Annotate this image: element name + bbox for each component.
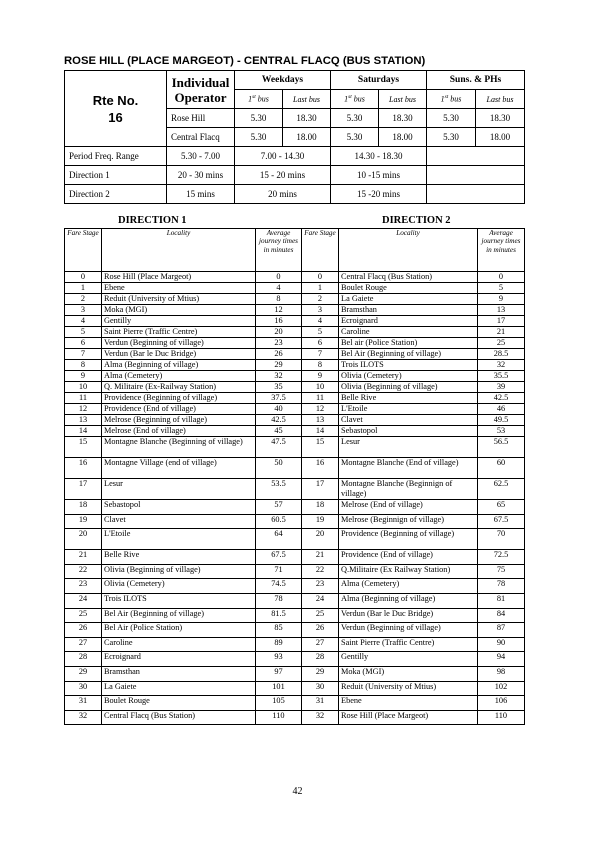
stop-row — [65, 593, 525, 608]
fare-stage-cell: 8 — [65, 360, 102, 371]
stop-row — [65, 500, 525, 515]
avg-time-cell: 75 — [478, 564, 525, 579]
avg-time-cell: 32 — [256, 371, 302, 382]
avg-time-cell: 56.5 — [478, 437, 525, 458]
avg-time-cell: 42.5 — [478, 393, 525, 404]
avg-time-cell: 39 — [478, 382, 525, 393]
locality-cell: Olivia (Beginning of village) — [102, 564, 256, 579]
locality-cell: Boulet Rouge — [102, 696, 256, 711]
stop-row — [65, 696, 525, 711]
fare-stage-cell: 16 — [65, 458, 102, 479]
time-cell: 5.30 — [235, 109, 283, 128]
freq-cell — [427, 147, 525, 166]
locality-cell: Q. Militaire (Ex-Railway Station) — [102, 382, 256, 393]
fare-stage-cell: 3 — [65, 305, 102, 316]
locality-cell: La Gaiete — [102, 681, 256, 696]
fare-stage-cell: 9 — [65, 371, 102, 382]
stop-row — [65, 529, 525, 550]
fare-stage-cell: 17 — [65, 479, 102, 500]
fare-stage-cell: 19 — [302, 514, 339, 529]
locality-header: Locality — [102, 229, 256, 272]
avg-time-cell: 4 — [256, 283, 302, 294]
stop-row — [65, 652, 525, 667]
fare-stage-cell: 4 — [65, 316, 102, 327]
freq-label: Period Freq. Range — [65, 147, 167, 166]
first-bus-header — [235, 90, 283, 109]
fare-stage-cell: 19 — [65, 514, 102, 529]
direction1-cell: 10 -15 mins — [331, 166, 427, 185]
avg-time-cell: 37.5 — [256, 393, 302, 404]
locality-cell: Verdun (Beginning of village) — [102, 338, 256, 349]
locality-cell: Olivia (Cemetery) — [339, 371, 478, 382]
locality-cell: Central Flacq (Bus Station) — [102, 710, 256, 725]
fare-stage-cell: 28 — [302, 652, 339, 667]
first-bus-number: 1 — [344, 94, 349, 104]
locality-cell: Ebene — [339, 696, 478, 711]
avg-time-cell: 93 — [256, 652, 302, 667]
fare-stage-cell: 30 — [65, 681, 102, 696]
avg-time-cell: 89 — [256, 637, 302, 652]
time-cell: 18.30 — [379, 109, 427, 128]
fare-stage-cell: 1 — [302, 283, 339, 294]
time-cell: 5.30 — [331, 128, 379, 147]
stop-row — [65, 479, 525, 500]
locality-cell: Providence (End of village) — [102, 404, 256, 415]
time-cell: 18.30 — [476, 109, 525, 128]
avg-time-cell: 98 — [478, 666, 525, 681]
fare-stage-cell: 21 — [65, 550, 102, 565]
locality-cell: Caroline — [339, 327, 478, 338]
route-number-cell — [65, 71, 167, 147]
avg-time-cell: 72.5 — [478, 550, 525, 565]
locality-cell: Ecroignard — [102, 652, 256, 667]
sundays-header: Suns. & PHs — [427, 71, 525, 90]
locality-cell: L'Etoile — [339, 404, 478, 415]
stop-row — [65, 564, 525, 579]
stop-row — [65, 338, 525, 349]
time-cell: 5.30 — [235, 128, 283, 147]
fare-stage-cell: 31 — [302, 696, 339, 711]
locality-cell: Rose Hill (Place Margeot) — [339, 710, 478, 725]
avg-time-header: Average journey times in minutes — [256, 229, 302, 272]
avg-time-cell: 78 — [478, 579, 525, 594]
avg-time-cell: 90 — [478, 637, 525, 652]
first-bus-suffix: st — [348, 94, 352, 101]
stop-row — [65, 637, 525, 652]
fare-stage-cell: 24 — [65, 593, 102, 608]
avg-time-cell: 35.5 — [478, 371, 525, 382]
locality-cell: Montagne Village (end of village) — [102, 458, 256, 479]
fare-stage-cell: 4 — [302, 316, 339, 327]
avg-time-cell: 101 — [256, 681, 302, 696]
locality-cell: Bramsthan — [339, 305, 478, 316]
fare-stage-cell: 14 — [302, 426, 339, 437]
fare-stage-cell: 27 — [65, 637, 102, 652]
time-cell: 5.30 — [427, 109, 476, 128]
direction1-title: DIRECTION 1 — [118, 215, 187, 226]
route-label: Rte No. — [92, 92, 139, 108]
direction2-cell: 15 mins — [167, 185, 235, 204]
stops-table — [64, 228, 525, 725]
fare-stage-cell: 29 — [65, 666, 102, 681]
fare-stage-cell: 2 — [302, 294, 339, 305]
stop-row — [65, 305, 525, 316]
stop-row — [65, 404, 525, 415]
stop-row — [65, 623, 525, 638]
locality-cell: Melrose (End of village) — [339, 500, 478, 515]
time-cell: 5.30 — [427, 128, 476, 147]
stop-row — [65, 514, 525, 529]
locality-cell: Bramsthan — [102, 666, 256, 681]
first-bus-text: bus — [255, 94, 269, 104]
avg-time-cell: 20 — [256, 327, 302, 338]
first-bus-suffix: st — [252, 94, 256, 101]
fare-stage-cell: 3 — [302, 305, 339, 316]
time-cell: 18.00 — [379, 128, 427, 147]
avg-time-cell: 87 — [478, 623, 525, 638]
avg-time-cell: 32 — [478, 360, 525, 371]
stop-row — [65, 327, 525, 338]
operator-header: Individual Operator — [167, 71, 235, 109]
fare-stage-cell: 18 — [302, 500, 339, 515]
freq-cell: 7.00 - 14.30 — [235, 147, 331, 166]
avg-time-cell: 16 — [256, 316, 302, 327]
locality-cell: Melrose (End of village) — [102, 426, 256, 437]
fare-stage-cell: 13 — [302, 415, 339, 426]
fare-stage-cell: 31 — [65, 696, 102, 711]
fare-stage-cell: 6 — [65, 338, 102, 349]
avg-time-cell: 0 — [478, 272, 525, 283]
fare-stage-cell: 11 — [65, 393, 102, 404]
locality-cell: Bel Air (Beginning of village) — [339, 349, 478, 360]
locality-cell: Moka (MGI) — [339, 666, 478, 681]
avg-time-cell: 23 — [256, 338, 302, 349]
direction1-cell: 15 - 20 mins — [235, 166, 331, 185]
stop-row — [65, 550, 525, 565]
freq-cell: 14.30 - 18.30 — [331, 147, 427, 166]
fare-stage-cell: 20 — [65, 529, 102, 550]
fare-stage-cell: 21 — [302, 550, 339, 565]
direction2-cell — [427, 185, 525, 204]
avg-time-cell: 78 — [256, 593, 302, 608]
locality-cell: Clavet — [339, 415, 478, 426]
weekdays-header: Weekdays — [235, 71, 331, 90]
fare-stage-cell: 22 — [302, 564, 339, 579]
locality-cell: Alma (Beginning of village) — [102, 360, 256, 371]
locality-cell: Saint Pierre (Traffic Centre) — [102, 327, 256, 338]
direction1-cell — [427, 166, 525, 185]
locality-cell: Lesur — [339, 437, 478, 458]
stop-row — [65, 437, 525, 458]
avg-time-cell: 28.5 — [478, 349, 525, 360]
origin-cell: Rose Hill — [167, 109, 235, 128]
avg-time-cell: 47.5 — [256, 437, 302, 458]
fare-stage-cell: 10 — [302, 382, 339, 393]
locality-cell: Alma (Cemetery) — [102, 371, 256, 382]
locality-cell: Q.Militaire (Ex Railway Station) — [339, 564, 478, 579]
stop-row — [65, 283, 525, 294]
avg-time-cell: 40 — [256, 404, 302, 415]
stops-header-row — [65, 229, 525, 272]
locality-cell: Alma (Cemetery) — [339, 579, 478, 594]
locality-cell: Bel air (Police Station) — [339, 338, 478, 349]
avg-time-cell: 67.5 — [256, 550, 302, 565]
fare-stage-cell: 27 — [302, 637, 339, 652]
avg-time-cell: 71 — [256, 564, 302, 579]
locality-cell: Ecroignard — [339, 316, 478, 327]
locality-cell: Montagne Blanche (Beginning of village) — [102, 437, 256, 458]
fare-stage-cell: 25 — [302, 608, 339, 623]
avg-time-cell: 12 — [256, 305, 302, 316]
first-bus-number: 1 — [248, 94, 253, 104]
avg-time-cell: 25 — [478, 338, 525, 349]
avg-time-cell: 45 — [256, 426, 302, 437]
locality-cell: Belle Rive — [339, 393, 478, 404]
locality-cell: Olivia (Beginning of village) — [339, 382, 478, 393]
fare-stage-cell: 11 — [302, 393, 339, 404]
locality-cell: Central Flacq (Bus Station) — [339, 272, 478, 283]
stop-row — [65, 382, 525, 393]
stop-row — [65, 458, 525, 479]
avg-time-cell: 0 — [256, 272, 302, 283]
locality-cell: Boulet Rouge — [339, 283, 478, 294]
locality-cell: Lesur — [102, 479, 256, 500]
fare-stage-cell: 9 — [302, 371, 339, 382]
avg-time-cell: 84 — [478, 608, 525, 623]
fare-stage-cell: 0 — [65, 272, 102, 283]
fare-stage-cell: 7 — [302, 349, 339, 360]
direction1-label: Direction 1 — [65, 166, 167, 185]
stop-row — [65, 666, 525, 681]
avg-time-cell: 57 — [256, 500, 302, 515]
stop-row — [65, 710, 525, 725]
avg-time-cell: 17 — [478, 316, 525, 327]
schedule-table — [64, 70, 525, 204]
stop-row — [65, 393, 525, 404]
route-number: 16 — [108, 109, 123, 125]
locality-cell: Reduit (University of Mtius) — [102, 294, 256, 305]
fare-stage-cell: 1 — [65, 283, 102, 294]
avg-time-cell: 53.5 — [256, 479, 302, 500]
avg-time-cell: 21 — [478, 327, 525, 338]
avg-time-cell: 70 — [478, 529, 525, 550]
avg-time-cell: 62.5 — [478, 479, 525, 500]
avg-time-cell: 13 — [478, 305, 525, 316]
locality-cell: Bel Air (Police Station) — [102, 623, 256, 638]
fare-stage-cell: 23 — [302, 579, 339, 594]
fare-stage-cell: 13 — [65, 415, 102, 426]
fare-stage-cell: 30 — [302, 681, 339, 696]
avg-time-cell: 49.5 — [478, 415, 525, 426]
locality-cell: Gentilly — [339, 652, 478, 667]
avg-time-cell: 94 — [478, 652, 525, 667]
locality-cell: Sebastopol — [102, 500, 256, 515]
locality-cell: Rose Hill (Place Margeot) — [102, 272, 256, 283]
direction2-cell: 20 mins — [235, 185, 331, 204]
avg-time-cell: 105 — [256, 696, 302, 711]
fare-stage-header: Fare Stage — [302, 229, 339, 272]
fare-stage-cell: 14 — [65, 426, 102, 437]
locality-cell: Sebastopol — [339, 426, 478, 437]
avg-time-cell: 102 — [478, 681, 525, 696]
first-bus-text: bus — [351, 94, 365, 104]
page-title: ROSE HILL (PLACE MARGEOT) - CENTRAL FLACQ (BUS STATION) — [64, 55, 426, 67]
fare-stage-header: Fare Stage — [65, 229, 102, 272]
locality-cell: Olivia (Cemetery) — [102, 579, 256, 594]
locality-cell: Providence (End of village) — [339, 550, 478, 565]
locality-cell: Saint Pierre (Traffic Centre) — [339, 637, 478, 652]
freq-cell: 5.30 - 7.00 — [167, 147, 235, 166]
fare-stage-cell: 25 — [65, 608, 102, 623]
fare-stage-cell: 15 — [302, 437, 339, 458]
first-bus-header — [427, 90, 476, 109]
avg-time-header: Average journey times in minutes — [478, 229, 525, 272]
locality-cell: Bel Air (Beginning of village) — [102, 608, 256, 623]
avg-time-cell: 26 — [256, 349, 302, 360]
fare-stage-cell: 5 — [302, 327, 339, 338]
stop-row — [65, 349, 525, 360]
direction2-title: DIRECTION 2 — [382, 215, 451, 226]
locality-cell: Verdun (Bar le Duc Bridge) — [102, 349, 256, 360]
avg-time-cell: 97 — [256, 666, 302, 681]
fare-stage-cell: 7 — [65, 349, 102, 360]
locality-cell: Montagne Blanche (End of village) — [339, 458, 478, 479]
stop-row — [65, 272, 525, 283]
fare-stage-cell: 18 — [65, 500, 102, 515]
avg-time-cell: 50 — [256, 458, 302, 479]
avg-time-cell: 29 — [256, 360, 302, 371]
stop-row — [65, 608, 525, 623]
fare-stage-cell: 10 — [65, 382, 102, 393]
locality-cell: L'Etoile — [102, 529, 256, 550]
fare-stage-cell: 26 — [65, 623, 102, 638]
first-bus-suffix: st — [444, 94, 449, 101]
stop-row — [65, 681, 525, 696]
avg-time-cell: 110 — [256, 710, 302, 725]
time-cell: 18.30 — [283, 109, 331, 128]
avg-time-cell: 60 — [478, 458, 525, 479]
stop-row — [65, 360, 525, 371]
locality-cell: Alma (Beginning of village) — [339, 593, 478, 608]
avg-time-cell: 46 — [478, 404, 525, 415]
avg-time-cell: 60.5 — [256, 514, 302, 529]
fare-stage-cell: 5 — [65, 327, 102, 338]
fare-stage-cell: 28 — [65, 652, 102, 667]
avg-time-cell: 67.5 — [478, 514, 525, 529]
last-bus-header: Last bus — [379, 90, 427, 109]
locality-cell: Caroline — [102, 637, 256, 652]
origin-cell: Central Flacq — [167, 128, 235, 147]
fare-stage-cell: 17 — [302, 479, 339, 500]
locality-cell: Melrose (Beginnign of village) — [339, 514, 478, 529]
locality-cell: Verdun (Bar le Duc Bridge) — [339, 608, 478, 623]
fare-stage-cell: 2 — [65, 294, 102, 305]
stop-row — [65, 415, 525, 426]
locality-cell: Clavet — [102, 514, 256, 529]
fare-stage-cell: 32 — [65, 710, 102, 725]
fare-stage-cell: 15 — [65, 437, 102, 458]
locality-cell: Melrose (Beginning of village) — [102, 415, 256, 426]
locality-cell: Belle Rive — [102, 550, 256, 565]
last-bus-header: Last bus — [283, 90, 331, 109]
fare-stage-cell: 32 — [302, 710, 339, 725]
fare-stage-cell: 24 — [302, 593, 339, 608]
fare-stage-cell: 16 — [302, 458, 339, 479]
locality-cell: Ebene — [102, 283, 256, 294]
stop-row — [65, 316, 525, 327]
avg-time-cell: 9 — [478, 294, 525, 305]
avg-time-cell: 85 — [256, 623, 302, 638]
avg-time-cell: 81 — [478, 593, 525, 608]
locality-cell: Moka (MGI) — [102, 305, 256, 316]
page-number: 42 — [292, 786, 303, 797]
direction2-label: Direction 2 — [65, 185, 167, 204]
avg-time-cell: 106 — [478, 696, 525, 711]
locality-cell: Providence (Beginning of village) — [102, 393, 256, 404]
locality-header: Locality — [339, 229, 478, 272]
locality-cell: Trois ILOTS — [339, 360, 478, 371]
avg-time-cell: 64 — [256, 529, 302, 550]
first-bus-text: bus — [448, 94, 462, 104]
fare-stage-cell: 12 — [302, 404, 339, 415]
fare-stage-cell: 22 — [65, 564, 102, 579]
stop-row — [65, 579, 525, 594]
saturdays-header: Saturdays — [331, 71, 427, 90]
fare-stage-cell: 20 — [302, 529, 339, 550]
avg-time-cell: 74.5 — [256, 579, 302, 594]
fare-stage-cell: 0 — [302, 272, 339, 283]
avg-time-cell: 53 — [478, 426, 525, 437]
time-cell: 18.00 — [283, 128, 331, 147]
locality-cell: Gentilly — [102, 316, 256, 327]
avg-time-cell: 5 — [478, 283, 525, 294]
stop-row — [65, 294, 525, 305]
direction2-cell: 15 -20 mins — [331, 185, 427, 204]
locality-cell: Trois ILOTS — [102, 593, 256, 608]
first-bus-number: 1 — [440, 94, 445, 104]
locality-cell: Reduit (University of Mtius) — [339, 681, 478, 696]
stop-row — [65, 371, 525, 382]
avg-time-cell: 8 — [256, 294, 302, 305]
first-bus-header — [331, 90, 379, 109]
fare-stage-cell: 23 — [65, 579, 102, 594]
locality-cell: Montagne Blanche (Beginnign of village) — [339, 479, 478, 500]
fare-stage-cell: 8 — [302, 360, 339, 371]
avg-time-cell: 42.5 — [256, 415, 302, 426]
fare-stage-cell: 29 — [302, 666, 339, 681]
avg-time-cell: 110 — [478, 710, 525, 725]
locality-cell: Verdun (Beginning of village) — [339, 623, 478, 638]
avg-time-cell: 65 — [478, 500, 525, 515]
last-bus-header: Last bus — [476, 90, 525, 109]
time-cell: 18.00 — [476, 128, 525, 147]
avg-time-cell: 35 — [256, 382, 302, 393]
time-cell: 5.30 — [331, 109, 379, 128]
fare-stage-cell: 6 — [302, 338, 339, 349]
locality-cell: La Gaiete — [339, 294, 478, 305]
direction1-cell: 20 - 30 mins — [167, 166, 235, 185]
fare-stage-cell: 26 — [302, 623, 339, 638]
avg-time-cell: 81.5 — [256, 608, 302, 623]
locality-cell: Providence (Beginning of village) — [339, 529, 478, 550]
stop-row — [65, 426, 525, 437]
fare-stage-cell: 12 — [65, 404, 102, 415]
